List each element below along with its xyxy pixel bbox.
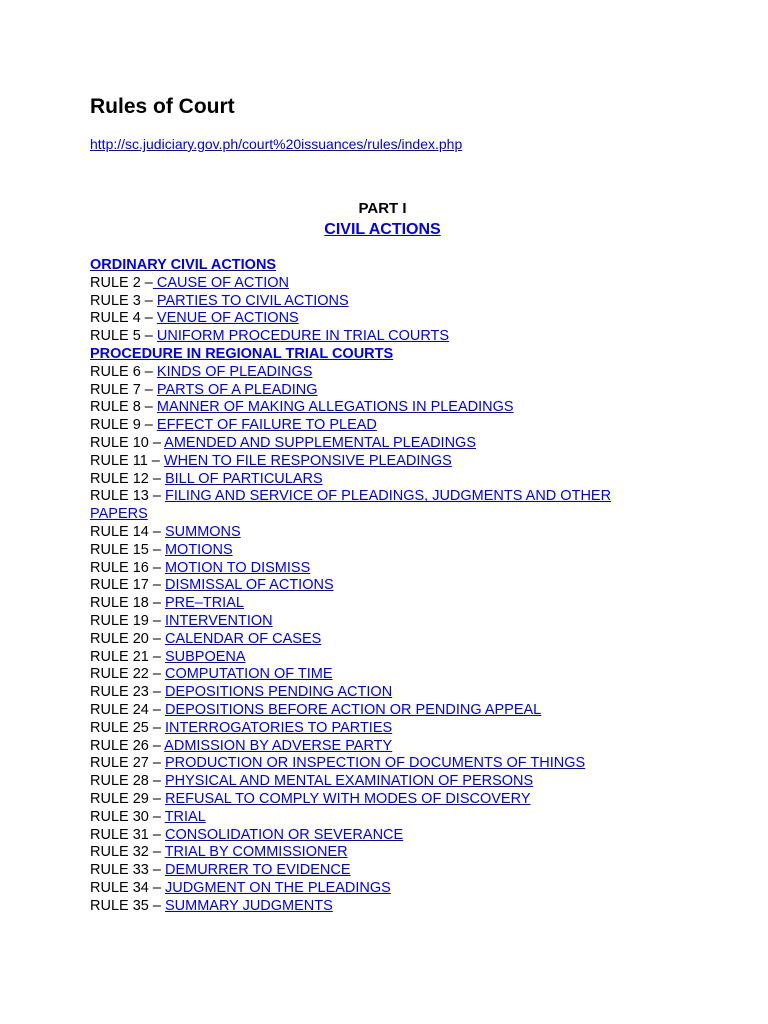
rule-title-link[interactable]: WHEN TO FILE RESPONSIVE PLEADINGS xyxy=(163,452,452,469)
rule-title-link[interactable]: EFFECT OF FAILURE TO PLEAD xyxy=(156,417,377,434)
rule-title-link[interactable]: UNIFORM PROCEDURE IN TRIAL COURTS xyxy=(156,328,450,345)
rule-title-link[interactable]: CALENDAR OF CASES xyxy=(164,630,322,647)
rule-list-item xyxy=(90,595,730,613)
rule-list-item xyxy=(90,827,730,845)
rule-list-item xyxy=(90,399,730,417)
rule-list-item xyxy=(90,844,730,862)
rule-list-item xyxy=(90,666,730,684)
rule-title-link[interactable]: COMPUTATION OF TIME xyxy=(164,666,333,683)
rule-title-link[interactable]: PHYSICAL AND MENTAL EXAMINATION OF PERSONS xyxy=(164,773,534,790)
rule-number: RULE 24 – xyxy=(90,701,165,718)
rule-number: RULE 14 – xyxy=(90,523,165,540)
rule-number: RULE 23 – xyxy=(90,684,165,701)
rule-list-item xyxy=(90,488,650,524)
part-title-link[interactable]: CIVIL ACTIONS xyxy=(324,221,441,238)
rule-list-item xyxy=(90,310,730,328)
rule-list-item xyxy=(90,898,730,916)
rule-title-link[interactable]: DEPOSITIONS BEFORE ACTION OR PENDING APPEAL xyxy=(164,701,542,718)
rule-number: RULE 15 – xyxy=(90,541,165,558)
rule-title-link[interactable]: MANNER OF MAKING ALLEGATIONS IN PLEADINGS xyxy=(156,399,514,416)
rule-list-item xyxy=(90,275,730,293)
rule-number: RULE 3 – xyxy=(90,292,157,309)
rule-list-item xyxy=(90,328,730,346)
rule-list-item xyxy=(90,862,730,880)
rule-number: RULE 20 – xyxy=(90,630,165,647)
rule-number: RULE 35 – xyxy=(90,897,165,914)
rule-title-link[interactable]: BILL OF PARTICULARS xyxy=(164,470,323,487)
rule-title-link[interactable]: JUDGMENT ON THE PLEADINGS xyxy=(164,879,391,896)
rule-number: RULE 21 – xyxy=(90,648,165,665)
rule-number: RULE 33 – xyxy=(90,862,165,879)
rule-list-item xyxy=(90,755,730,773)
rule-number: RULE 16 – xyxy=(90,559,165,576)
rule-number: RULE 27 – xyxy=(90,755,165,772)
document-title: Rules of Court xyxy=(90,95,235,118)
rule-number: RULE 7 – xyxy=(90,381,157,398)
rule-number: RULE 13 – xyxy=(90,488,165,505)
rule-title-link[interactable]: DEMURRER TO EVIDENCE xyxy=(164,862,351,879)
rule-title-link[interactable]: DISMISSAL OF ACTIONS xyxy=(164,577,334,594)
rule-number: RULE 30 – xyxy=(90,808,165,825)
rule-list-item xyxy=(90,293,730,311)
rule-number: RULE 34 – xyxy=(90,879,165,896)
rule-number: RULE 10 – xyxy=(90,434,165,451)
rule-title-link[interactable]: MOTION TO DISMISS xyxy=(164,559,311,576)
rule-title-link[interactable]: SUMMONS xyxy=(164,523,241,540)
document-page xyxy=(90,94,730,915)
rule-title-link[interactable]: PRE–TRIAL xyxy=(164,595,244,612)
rule-number: RULE 28 – xyxy=(90,773,165,790)
rule-list-item xyxy=(90,471,730,489)
rule-title-link[interactable]: PARTS OF A PLEADING xyxy=(156,381,318,398)
rule-number: RULE 22 – xyxy=(90,666,165,683)
rule-list-item xyxy=(90,613,730,631)
rule-number: RULE 2 – xyxy=(90,274,153,291)
rule-title-link[interactable]: ADMISSION BY ADVERSE PARTY xyxy=(164,737,393,754)
rule-title-link[interactable]: CAUSE OF ACTION xyxy=(152,274,290,291)
rule-number: RULE 31 – xyxy=(90,826,165,843)
rule-list-item xyxy=(90,773,730,791)
rule-list-item xyxy=(90,791,730,809)
rule-title-link[interactable]: INTERROGATORIES TO PARTIES xyxy=(164,719,393,736)
rule-list-item xyxy=(90,453,730,471)
rule-title-link[interactable]: TRIAL xyxy=(164,808,206,825)
rule-title-link[interactable]: TRIAL BY COMMISSIONER xyxy=(164,844,348,861)
rule-list-item xyxy=(90,809,730,827)
rule-title-link[interactable]: SUBPOENA xyxy=(164,648,246,665)
rule-list-item xyxy=(90,738,730,756)
rule-number: RULE 11 – xyxy=(90,452,164,469)
section-heading-link[interactable]: PROCEDURE IN REGIONAL TRIAL COURTS xyxy=(90,345,394,362)
rule-list-item xyxy=(90,880,730,898)
rule-number: RULE 6 – xyxy=(90,363,157,380)
rule-list-item xyxy=(90,382,730,400)
section-heading-link[interactable]: ORDINARY CIVIL ACTIONS xyxy=(90,257,277,273)
rule-number: RULE 9 – xyxy=(90,417,157,434)
rule-title-link[interactable]: INTERVENTION xyxy=(164,612,273,629)
part-label: PART I xyxy=(358,200,407,217)
rule-title-link[interactable]: PRODUCTION OR INSPECTION OF DOCUMENTS OF THINGS xyxy=(164,755,586,772)
rule-number: RULE 26 – xyxy=(90,737,165,754)
rule-list-item xyxy=(90,720,730,738)
rule-title-link[interactable]: SUMMARY JUDGMENTS xyxy=(164,897,333,914)
rule-title-link[interactable]: FILING AND SERVICE OF PLEADINGS, JUDGMENTS AND OTHER PAPERS xyxy=(90,488,612,523)
rule-list-item xyxy=(90,364,730,382)
rule-title-link[interactable]: VENUE OF ACTIONS xyxy=(156,310,299,327)
rule-number: RULE 29 – xyxy=(90,790,165,807)
rule-title-link[interactable]: REFUSAL TO COMPLY WITH MODES OF DISCOVERY xyxy=(164,790,531,807)
rule-number: RULE 5 – xyxy=(90,328,157,345)
rule-title-link[interactable]: CONSOLIDATION OR SEVERANCE xyxy=(164,826,404,843)
rule-number: RULE 12 – xyxy=(90,470,165,487)
rule-number: RULE 19 – xyxy=(90,612,165,629)
source-url-link[interactable]: http://sc.judiciary.gov.ph/court%20issuances/rules/index.php xyxy=(90,136,463,152)
rules-table-of-contents xyxy=(90,257,730,915)
rule-title-link[interactable]: AMENDED AND SUPPLEMENTAL PLEADINGS xyxy=(164,434,476,451)
rule-list-item xyxy=(90,649,730,667)
rule-list-item xyxy=(90,417,730,435)
rule-title-link[interactable]: KINDS OF PLEADINGS xyxy=(156,363,313,380)
rule-number: RULE 18 – xyxy=(90,595,165,612)
rule-title-link[interactable]: DEPOSITIONS PENDING ACTION xyxy=(164,684,393,701)
rule-number: RULE 25 – xyxy=(90,719,165,736)
rule-title-link[interactable]: MOTIONS xyxy=(164,541,233,558)
rule-list-item xyxy=(90,577,730,595)
rule-list-item xyxy=(90,560,730,578)
rule-number: RULE 8 – xyxy=(90,399,157,416)
rule-number: RULE 4 – xyxy=(90,310,157,327)
rule-list-item xyxy=(90,702,730,720)
rule-list-item xyxy=(90,631,730,649)
part-header xyxy=(90,199,675,241)
rule-number: RULE 17 – xyxy=(90,577,165,594)
rule-list-item xyxy=(90,435,730,453)
rule-list-item xyxy=(90,684,730,702)
rule-title-link[interactable]: PARTIES TO CIVIL ACTIONS xyxy=(156,292,349,309)
rule-list-item xyxy=(90,524,730,542)
rule-number: RULE 32 – xyxy=(90,844,165,861)
rule-list-item xyxy=(90,542,730,560)
